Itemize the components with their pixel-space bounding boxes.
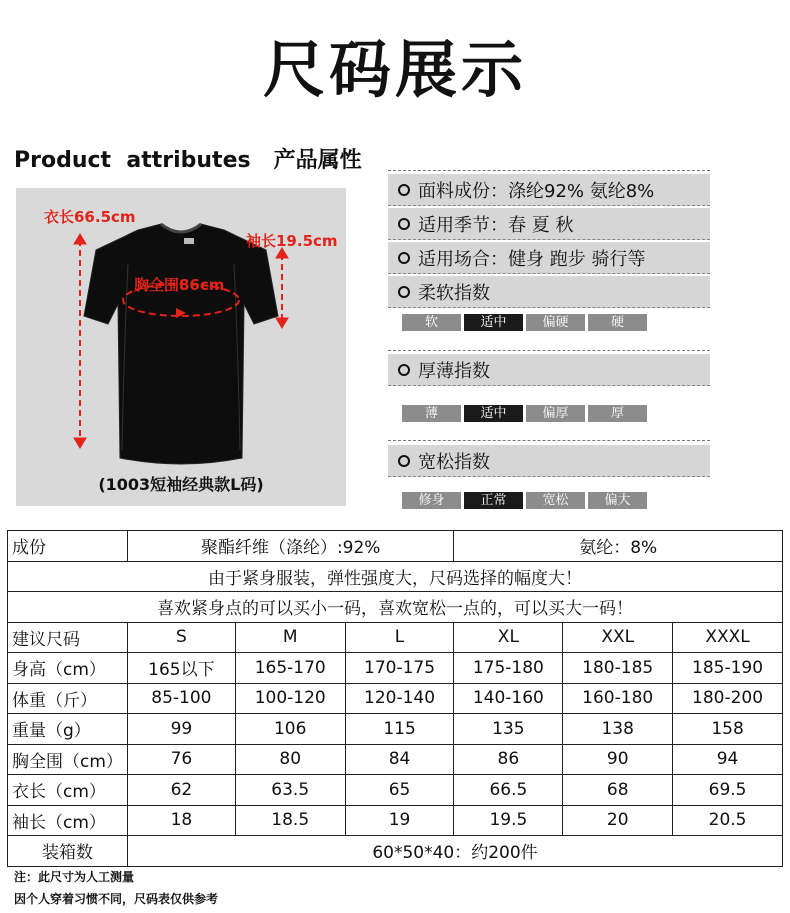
circle-bullet-icon xyxy=(398,364,410,376)
section-subtitle: Product attributes 产品属性 xyxy=(14,148,362,173)
table-cell: 175-180 xyxy=(454,653,563,684)
thickness-scale xyxy=(402,405,647,422)
page-title: 尺码展示 xyxy=(262,33,527,106)
note-row xyxy=(8,592,783,623)
header-cell: XXL xyxy=(563,622,673,653)
table-row xyxy=(8,775,783,806)
size-chart-table xyxy=(7,530,783,867)
circle-bullet-icon xyxy=(398,455,410,467)
table-cell: 68 xyxy=(563,775,673,806)
fit-scale xyxy=(402,492,647,509)
header-cell: S xyxy=(127,622,235,653)
softness-option: 软 xyxy=(402,314,461,331)
table-cell: 170-175 xyxy=(345,653,454,684)
composition-spandex: 氨纶：8% xyxy=(454,531,783,562)
table-cell: 185-190 xyxy=(673,653,783,684)
table-cell: 138 xyxy=(563,714,673,745)
attr-occasion-text: 适用场合：健身 跑步 骑行等 xyxy=(418,248,646,270)
table-cell: 99 xyxy=(127,714,235,745)
table-cell: 18 xyxy=(127,805,235,836)
row-label: 重量（g） xyxy=(8,714,128,745)
shirt-caption: (1003短袖经典款L码) xyxy=(98,475,264,494)
size-note-2: 喜欢紧身点的可以买小一码，喜欢宽松一点的，可以买大一码！ xyxy=(8,592,783,623)
table-row xyxy=(8,744,783,775)
attr-season xyxy=(388,208,710,240)
table-cell: 84 xyxy=(345,744,454,775)
row-label: 体重（斤） xyxy=(8,683,128,714)
table-cell: 106 xyxy=(235,714,345,745)
table-cell: 165以下 xyxy=(127,653,235,684)
table-cell: 66.5 xyxy=(454,775,563,806)
table-cell: 100-120 xyxy=(235,683,345,714)
softness-option: 偏硬 xyxy=(526,314,585,331)
attr-softness xyxy=(388,276,710,308)
table-cell: 19 xyxy=(345,805,454,836)
composition-label: 成份 xyxy=(8,531,128,562)
softness-scale xyxy=(402,314,647,331)
table-cell: 65 xyxy=(345,775,454,806)
attr-material-text: 面料成份：涤纶92% 氨纶8% xyxy=(418,180,655,202)
row-label: 袖长（cm） xyxy=(8,805,128,836)
table-cell: 115 xyxy=(345,714,454,745)
thickness-option: 薄 xyxy=(402,405,461,422)
table-header-row xyxy=(8,622,783,653)
softness-option: 硬 xyxy=(588,314,647,331)
table-cell: 180-200 xyxy=(673,683,783,714)
attr-fit xyxy=(388,445,710,477)
table-cell: 90 xyxy=(563,744,673,775)
packing-value: 60*50*40：约200件 xyxy=(127,836,782,867)
attr-season-text: 适用季节：春 夏 秋 xyxy=(418,214,574,236)
table-cell: 135 xyxy=(454,714,563,745)
table-cell: 20 xyxy=(563,805,673,836)
table-row xyxy=(8,653,783,684)
circle-bullet-icon xyxy=(398,286,410,298)
header-cell: L xyxy=(345,622,454,653)
header-cell: XXXL xyxy=(673,622,783,653)
circle-bullet-icon xyxy=(398,252,410,264)
fit-option-selected: 正常 xyxy=(464,492,523,509)
composition-poly: 聚酯纤维（涤纶）:92% xyxy=(127,531,453,562)
footnote-1: 注：此尺寸为人工测量 xyxy=(14,870,135,884)
table-cell: 85-100 xyxy=(127,683,235,714)
thickness-option: 厚 xyxy=(588,405,647,422)
table-row xyxy=(8,714,783,745)
fit-option: 宽松 xyxy=(526,492,585,509)
packing-row xyxy=(8,836,783,867)
table-cell: 18.5 xyxy=(235,805,345,836)
table-cell: 140-160 xyxy=(454,683,563,714)
attr-softness-label: 柔软指数 xyxy=(418,282,490,304)
table-cell: 80 xyxy=(235,744,345,775)
fit-option: 修身 xyxy=(402,492,461,509)
thickness-option: 偏厚 xyxy=(526,405,585,422)
table-cell: 120-140 xyxy=(345,683,454,714)
sleeve-label: 袖长19.5cm xyxy=(246,232,338,250)
table-cell: 94 xyxy=(673,744,783,775)
table-cell: 165-170 xyxy=(235,653,345,684)
row-label: 衣长（cm） xyxy=(8,775,128,806)
table-cell: 86 xyxy=(454,744,563,775)
circle-bullet-icon xyxy=(398,184,410,196)
table-cell: 158 xyxy=(673,714,783,745)
attribute-panel xyxy=(388,170,710,510)
table-cell: 69.5 xyxy=(673,775,783,806)
note-row xyxy=(8,561,783,592)
attr-fit-label: 宽松指数 xyxy=(418,451,490,473)
packing-label: 装箱数 xyxy=(8,836,128,867)
size-note-1: 由于紧身服装，弹性强度大，尺码选择的幅度大！ xyxy=(8,561,783,592)
table-cell: 180-185 xyxy=(563,653,673,684)
chest-label: 胸全围86cm xyxy=(134,276,225,294)
table-cell: 62 xyxy=(127,775,235,806)
composition-row xyxy=(8,531,783,562)
tshirt-shape xyxy=(84,224,278,464)
table-cell: 63.5 xyxy=(235,775,345,806)
header-cell: XL xyxy=(454,622,563,653)
table-row xyxy=(8,683,783,714)
row-label: 身高（cm） xyxy=(8,653,128,684)
table-row xyxy=(8,805,783,836)
table-cell: 160-180 xyxy=(563,683,673,714)
softness-option-selected: 适中 xyxy=(464,314,523,331)
attr-material xyxy=(388,174,710,206)
table-cell: 19.5 xyxy=(454,805,563,836)
header-cell: M xyxy=(235,622,345,653)
length-arrow xyxy=(74,234,86,448)
footnote-2: 因个人穿着习惯不同，尺码表仅供参考 xyxy=(14,892,219,906)
shirt-image-panel xyxy=(16,188,346,506)
fit-option: 偏大 xyxy=(588,492,647,509)
thickness-option-selected: 适中 xyxy=(464,405,523,422)
length-label: 衣长66.5cm xyxy=(44,208,136,226)
attr-occasion xyxy=(388,242,710,274)
circle-bullet-icon xyxy=(398,218,410,230)
table-cell: 20.5 xyxy=(673,805,783,836)
attr-thickness-label: 厚薄指数 xyxy=(418,360,490,382)
row-label: 胸全围（cm） xyxy=(8,744,128,775)
header-cell: 建议尺码 xyxy=(8,622,128,653)
table-cell: 76 xyxy=(127,744,235,775)
attr-thickness xyxy=(388,354,710,386)
